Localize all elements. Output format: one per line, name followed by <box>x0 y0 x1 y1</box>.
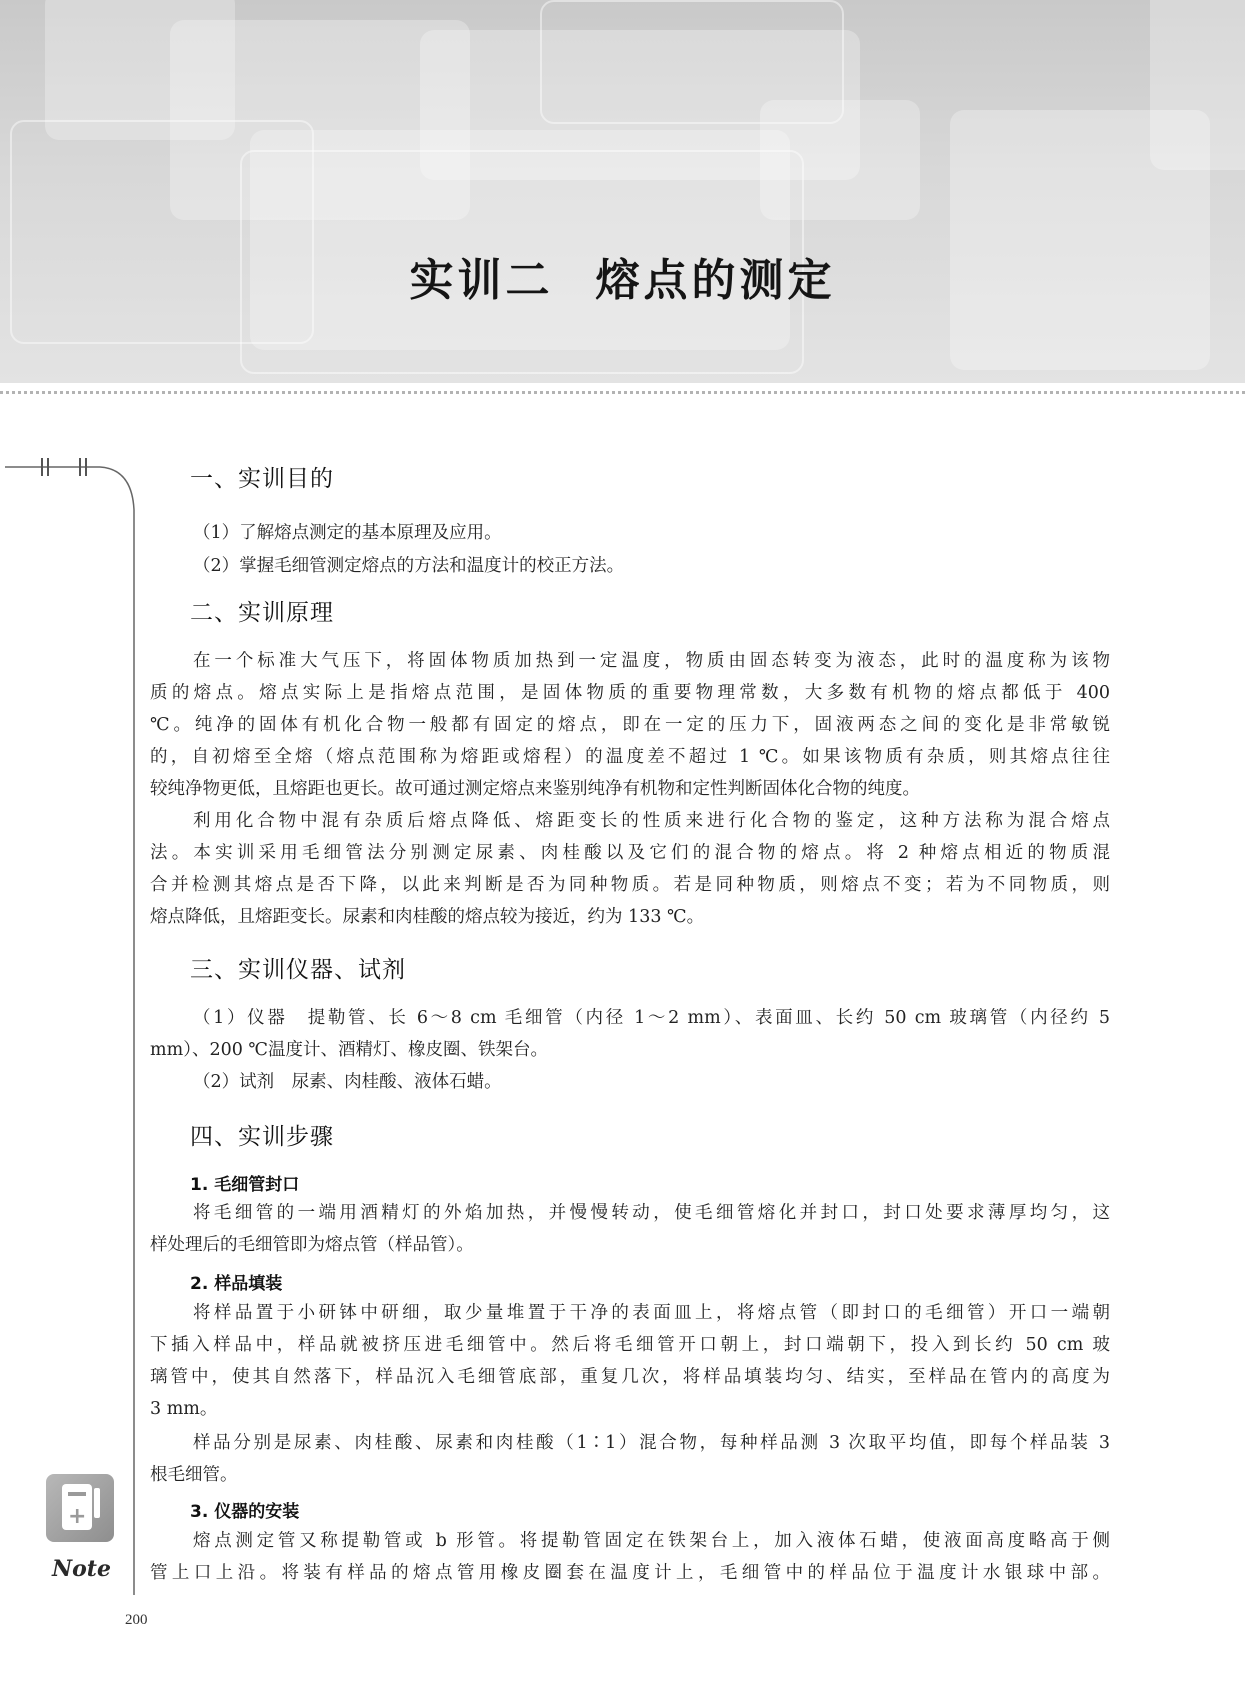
page-title <box>0 244 1245 308</box>
header-banner <box>0 0 1245 383</box>
banner-decor-square <box>1150 0 1245 170</box>
text-line: （2）掌握毛细管测定熔点的方法和温度计的校正方法。 <box>193 556 625 576</box>
text-line: 熔点测定管又称提勒管或 b 形管。将提勒管固定在铁架台上，加入液体石蜡，使液面高度略高于侧 <box>193 1531 1110 1551</box>
text-line: 样品分别是尿素、肉桂酸、尿素和肉桂酸（1∶1）混合物，每种样品测 3 次取平均值，即每个样品装 3 <box>193 1433 1110 1453</box>
text-line: 璃管中，使其自然落下，样品沉入毛细管底部，重复几次，将样品填装均匀、结实，至样品在管内的高度为 <box>150 1367 1110 1387</box>
subsection-heading: 1. 毛细管封口 <box>190 1175 300 1195</box>
text-line: 较纯净物更低，且熔距也更长。故可通过测定熔点来鉴别纯净有机物和定性判断固体化合物的纯度。 <box>150 779 920 799</box>
section-heading: 三、实训仪器、试剂 <box>190 957 406 983</box>
margin-rule-decoration <box>0 455 150 1595</box>
subsection-heading: 2. 样品填装 <box>190 1274 283 1294</box>
text-line: 质的熔点。熔点实际上是指熔点范围，是固体物质的重要物理常数，大多数有机物的熔点都低于 400 <box>150 683 1110 703</box>
text-line: 样处理后的毛细管即为熔点管（样品管）。 <box>150 1235 474 1255</box>
dotted-divider <box>0 391 1245 394</box>
page-number: 200 <box>125 1612 148 1628</box>
text-line: 将样品置于小研钵中研细，取少量堆置于干净的表面皿上，将熔点管（即封口的毛细管）开口一端朝 <box>193 1303 1110 1323</box>
text-line: 将毛细管的一端用酒精灯的外焰加热，并慢慢转动，使毛细管熔化并封口，封口处要求薄厚均匀，这 <box>193 1203 1110 1223</box>
section-heading: 一、实训目的 <box>190 466 334 492</box>
text-line: 3 mm。 <box>150 1399 218 1419</box>
page-title-part: 实训二 <box>409 255 554 306</box>
subsection-heading: 3. 仪器的安装 <box>190 1502 300 1522</box>
text-line: ℃。纯净的固体有机化合物一般都有固定的熔点，即在一定的压力下，固液两态之间的变化是非常敏锐 <box>150 715 1110 735</box>
text-line: 的，自初熔至全熔（熔点范围称为熔距或熔程）的温度差不超过 1 ℃。如果该物质有杂质，则其熔点往往 <box>150 747 1110 767</box>
page-title-part: 熔点的测定 <box>595 255 836 306</box>
text-line: （2）试剂 尿素、肉桂酸、液体石蜡。 <box>193 1072 502 1092</box>
text-line: 管上口上沿。将装有样品的熔点管用橡皮圈套在温度计上，毛细管中的样品位于温度计水银球中部。 <box>150 1563 1110 1583</box>
section-heading: 四、实训步骤 <box>190 1124 334 1150</box>
text-line: 下插入样品中，样品就被挤压进毛细管中。然后将毛细管开口朝上，封口端朝下，投入到长约 50 cm 玻 <box>150 1335 1110 1355</box>
banner-decor-outline <box>540 0 844 124</box>
text-line: （1）仪器 提勒管、长 6～8 cm 毛细管（内径 1～2 mm）、表面皿、长约 50 cm 玻璃管（内径约 5 <box>193 1008 1110 1028</box>
text-line: 在一个标准大气压下，将固体物质加热到一定温度，物质由固态转变为液态，此时的温度称为该物 <box>193 651 1110 671</box>
text-line: 合并检测其熔点是否下降，以此来判断是否为同种物质。若是同种物质，则熔点不变；若为不同物质，则 <box>150 875 1110 895</box>
text-line: 根毛细管。 <box>150 1465 238 1485</box>
text-line: mm）、200 ℃温度计、酒精灯、橡皮圈、铁架台。 <box>150 1040 548 1060</box>
text-line: （1）了解熔点测定的基本原理及应用。 <box>193 523 502 543</box>
note-label: Note <box>52 1556 111 1582</box>
notebook-plus-icon: + <box>46 1474 114 1542</box>
text-line: 利用化合物中混有杂质后熔点降低、熔距变长的性质来进行化合物的鉴定，这种方法称为混合熔点 <box>193 811 1110 831</box>
text-line: 熔点降低，且熔距变长。尿素和肉桂酸的熔点较为接近，约为 133 ℃。 <box>150 907 705 927</box>
section-heading: 二、实训原理 <box>190 600 334 626</box>
text-line: 法。本实训采用毛细管法分别测定尿素、肉桂酸以及它们的混合物的熔点。将 2 种熔点相近的物质混 <box>150 843 1110 863</box>
